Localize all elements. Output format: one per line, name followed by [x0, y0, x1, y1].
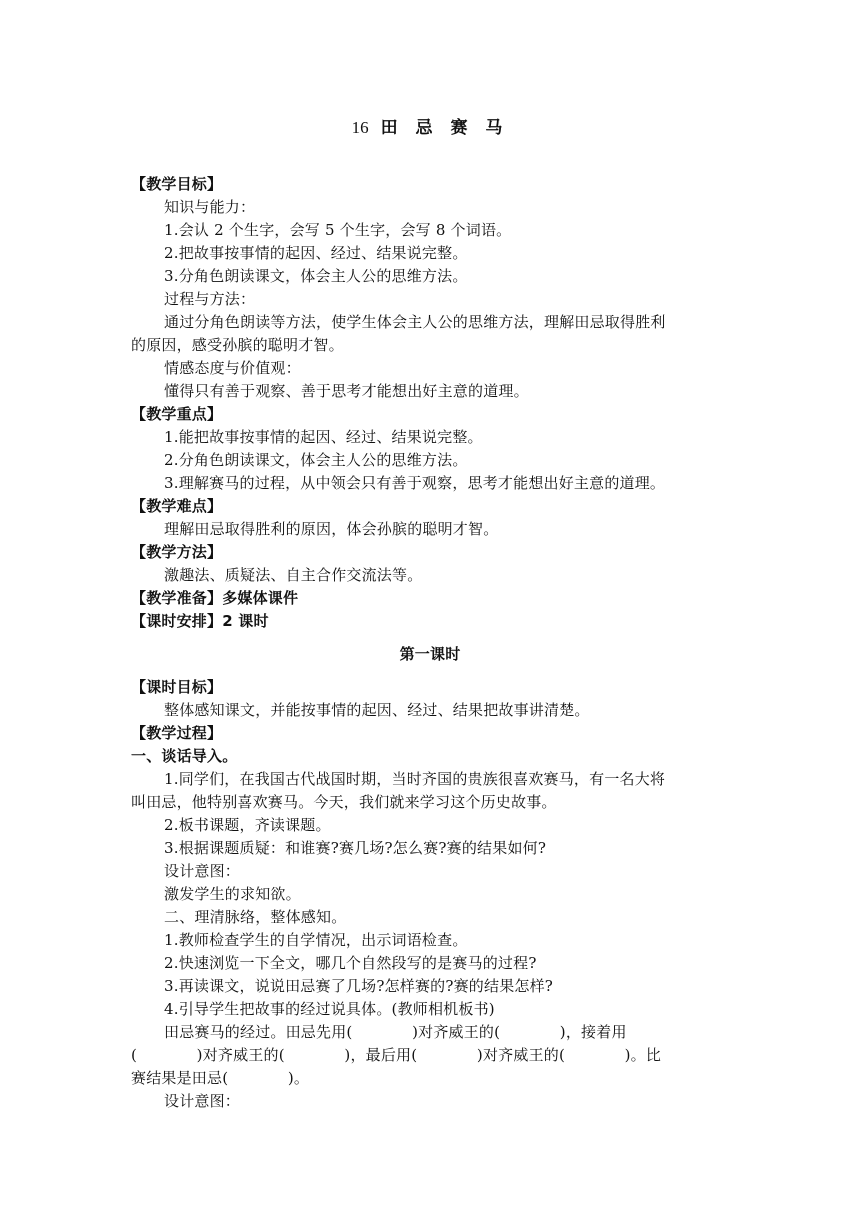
- difficulty-text: 理解田忌取得胜利的原因，体会孙膑的聪明才智。: [164, 520, 499, 538]
- goals-header: 【教学目标】: [131, 175, 223, 193]
- key-point-2: 2.分角色朗读课文，体会主人公的思维方法。: [164, 451, 468, 469]
- key-point-1: 1.能把故事按事情的起因、经过、结果说完整。: [164, 428, 483, 446]
- fill-blank-line-3: 赛结果是田忌( )。: [131, 1069, 310, 1087]
- step-one-item-3: 3.根据课题质疑：和谁赛?赛几场?怎么赛?赛的结果如何?: [164, 839, 547, 857]
- process-method-label: 过程与方法：: [164, 290, 256, 308]
- lesson-goal-header: 【课时目标】: [131, 678, 223, 696]
- title-text: 田 忌 赛 马: [380, 118, 509, 138]
- step-two-header: 二、理清脉络，整体感知。: [164, 908, 347, 926]
- method-header: 【教学方法】: [131, 543, 223, 561]
- lesson-goal-text: 整体感知课文，并能按事情的起因、经过、结果把故事讲清楚。: [164, 701, 590, 719]
- step-one-item-2: 2.板书课题，齐读课题。: [164, 816, 331, 834]
- knowledge-item-2: 2.把故事按事情的起因、经过、结果说完整。: [164, 244, 468, 262]
- step-two-item-1: 1.教师检查学生的自学情况，出示词语检查。: [164, 931, 468, 949]
- step-one-item-1a: 1.同学们，在我国古代战国时期，当时齐国的贵族很喜欢赛马，有一名大将: [164, 770, 666, 788]
- lesson-title: [0, 116, 860, 140]
- fill-blank-line-2: ( )对齐威王的( )，最后用( )对齐威王的( )。比: [131, 1046, 662, 1064]
- design-intent-label-1: 设计意图：: [164, 862, 241, 880]
- teaching-process-header: 【教学过程】: [131, 724, 223, 742]
- preparation-line: 【教学准备】多媒体课件: [131, 589, 299, 607]
- knowledge-label: 知识与能力：: [164, 198, 256, 216]
- key-points-header: 【教学重点】: [131, 405, 223, 423]
- title-number: 16: [351, 118, 369, 137]
- difficulty-header: 【教学难点】: [131, 497, 223, 515]
- process-method-text-1: 通过分角色朗读等方法，使学生体会主人公的思维方法，理解田忌取得胜利: [164, 313, 666, 331]
- step-one-item-1b: 叫田忌，他特别喜欢赛马。今天，我们就来学习这个历史故事。: [131, 793, 557, 811]
- step-two-item-4: 4.引导学生把故事的经过说具体。(教师相机板书): [164, 1000, 495, 1018]
- step-two-item-2: 2.快速浏览一下全文，哪几个自然段写的是赛马的过程?: [164, 954, 537, 972]
- lesson-one-title: 第一课时: [399, 645, 461, 663]
- design-intent-label-2: 设计意图：: [164, 1092, 241, 1110]
- method-text: 激趣法、质疑法、自主合作交流法等。: [164, 566, 423, 584]
- fill-blank-line-1: 田忌赛马的经过。田忌先用( )对齐威王的( )，接着用: [164, 1023, 627, 1041]
- knowledge-item-1: 1.会认 2 个生字，会写 5 个生字，会写 8 个词语。: [164, 221, 512, 239]
- knowledge-item-3: 3.分角色朗读课文，体会主人公的思维方法。: [164, 267, 468, 285]
- step-two-item-3: 3.再读课文，说说田忌赛了几场?怎样赛的?赛的结果怎样?: [164, 977, 554, 995]
- key-point-3: 3.理解赛马的过程，从中领会只有善于观察，思考才能想出好主意的道理。: [164, 474, 666, 492]
- process-method-text-2: 的原因，感受孙膑的聪明才智。: [131, 336, 344, 354]
- emotion-label: 情感态度与价值观：: [164, 359, 301, 377]
- design-intent-text-1: 激发学生的求知欲。: [164, 885, 301, 903]
- schedule-line: 【课时安排】2 课时: [131, 612, 269, 630]
- step-one-header: 一、谈话导入。: [131, 747, 238, 765]
- emotion-text: 懂得只有善于观察、善于思考才能想出好主意的道理。: [164, 382, 529, 400]
